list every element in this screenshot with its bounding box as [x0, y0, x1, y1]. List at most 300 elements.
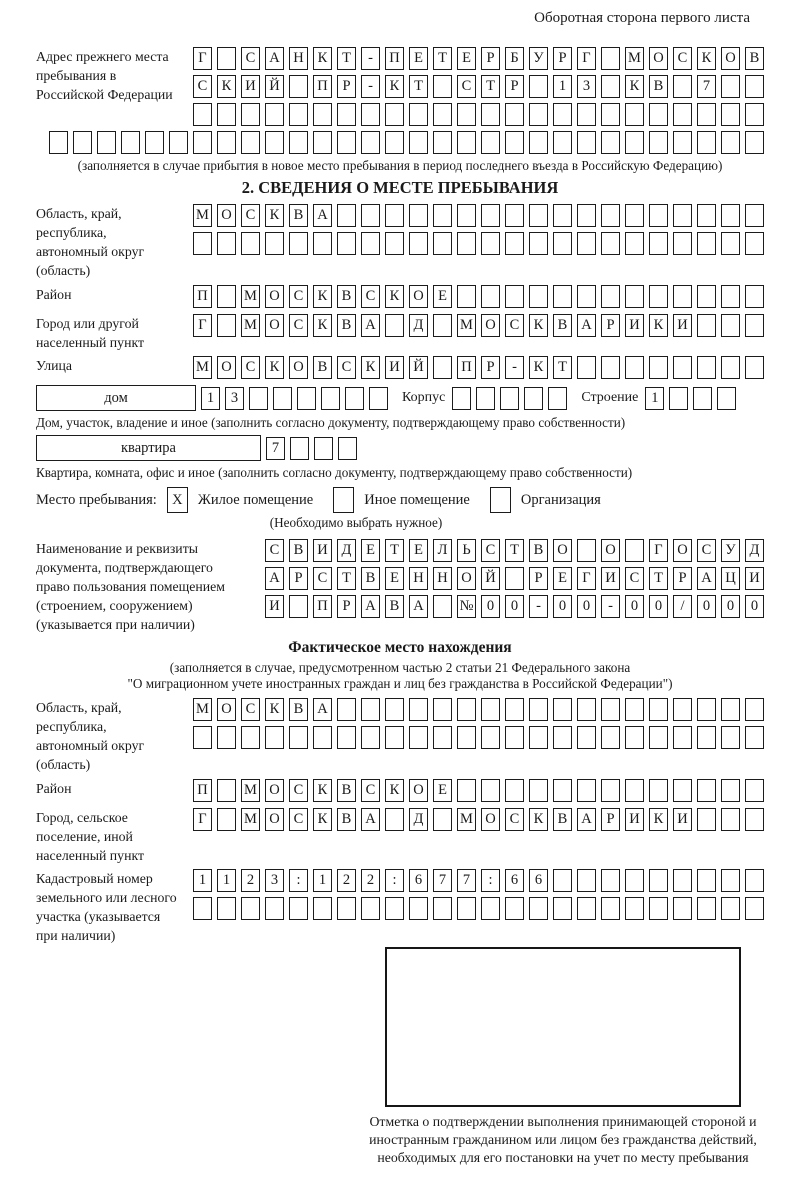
cadastral-row-1[interactable]	[188, 869, 764, 892]
char-cell	[457, 204, 476, 227]
char-cell: К	[313, 808, 332, 831]
apartment-row	[36, 435, 764, 461]
char-cell	[601, 285, 620, 308]
char-cell	[745, 356, 764, 379]
char-cell	[625, 204, 644, 227]
char-cell: О	[217, 698, 236, 721]
street-label: Улица	[36, 358, 72, 373]
char-cell: К	[385, 285, 404, 308]
char-cell: С	[241, 698, 260, 721]
char-cell: И	[601, 567, 620, 590]
char-cell	[721, 869, 740, 892]
city-row[interactable]	[188, 314, 764, 337]
char-cell: Г	[577, 47, 596, 70]
char-cell	[649, 131, 668, 154]
char-cell: С	[361, 285, 380, 308]
char-cell	[337, 103, 356, 126]
char-cell	[385, 232, 404, 255]
document-row-2[interactable]	[260, 567, 764, 590]
char-cell: К	[361, 356, 380, 379]
char-cell	[73, 131, 92, 154]
apartment-number-cells[interactable]	[261, 437, 357, 460]
char-cell	[697, 897, 716, 920]
char-cell	[433, 808, 452, 831]
region-field	[36, 204, 764, 280]
char-cell: Т	[337, 47, 356, 70]
stay-type-option-organization-label: Организация	[520, 491, 601, 508]
char-cell	[505, 897, 524, 920]
char-cell	[673, 779, 692, 802]
char-cell	[433, 232, 452, 255]
district-row[interactable]	[188, 285, 764, 308]
char-cell: А	[361, 314, 380, 337]
char-cell	[553, 285, 572, 308]
char-cell	[601, 779, 620, 802]
char-cell	[481, 779, 500, 802]
actual-region-row-1[interactable]	[188, 698, 764, 721]
char-cell	[385, 897, 404, 920]
char-cell	[337, 131, 356, 154]
char-cell	[529, 131, 548, 154]
street-row[interactable]	[188, 356, 764, 379]
actual-district-label: Район	[36, 781, 72, 796]
char-cell	[721, 103, 740, 126]
document-row-1[interactable]	[260, 539, 764, 562]
char-cell	[697, 808, 716, 831]
char-cell	[553, 103, 572, 126]
char-cell: Е	[553, 567, 572, 590]
char-cell	[337, 897, 356, 920]
char-cell: К	[529, 314, 548, 337]
house-note: Дом, участок, владение и иное (заполнить согласно документу, подтверждающему право собственности)	[36, 415, 626, 430]
char-cell	[625, 131, 644, 154]
char-cell: А	[313, 698, 332, 721]
actual-region-field	[36, 698, 764, 774]
stay-type-label: Место пребывания:	[36, 491, 157, 508]
stay-type-option-residential-label: Жилое помещение	[197, 491, 314, 508]
char-cell	[409, 103, 428, 126]
char-cell	[601, 103, 620, 126]
char-cell: 2	[361, 869, 380, 892]
char-cell: Р	[481, 47, 500, 70]
char-cell: В	[337, 808, 356, 831]
char-cell: С	[505, 314, 524, 337]
char-cell	[745, 75, 764, 98]
char-cell	[481, 897, 500, 920]
char-cell	[217, 131, 236, 154]
char-cell: 0	[721, 595, 740, 618]
char-cell	[289, 726, 308, 749]
char-cell	[693, 387, 712, 410]
char-cell	[529, 204, 548, 227]
char-cell	[745, 808, 764, 831]
city-label: Город или другой населенный пункт	[36, 316, 145, 350]
char-cell: А	[577, 314, 596, 337]
char-cell	[265, 131, 284, 154]
char-cell: М	[193, 356, 212, 379]
char-cell	[433, 356, 452, 379]
char-cell: 0	[745, 595, 764, 618]
char-cell: Д	[409, 808, 428, 831]
char-cell: П	[313, 75, 332, 98]
char-cell	[265, 897, 284, 920]
char-cell	[649, 204, 668, 227]
char-cell	[529, 285, 548, 308]
cadastral-row-2[interactable]	[188, 897, 764, 920]
char-cell	[553, 131, 572, 154]
actual-region-row-2[interactable]	[188, 726, 764, 749]
char-cell: К	[265, 204, 284, 227]
char-cell: А	[361, 808, 380, 831]
char-cell	[193, 232, 212, 255]
house-number-cells[interactable]	[196, 387, 388, 410]
char-cell	[193, 103, 212, 126]
region-label: Область, край, республика, автономный округ (область)	[36, 206, 145, 278]
char-cell	[673, 285, 692, 308]
char-cell	[601, 131, 620, 154]
char-cell: С	[361, 779, 380, 802]
char-cell	[505, 567, 524, 590]
char-cell	[697, 869, 716, 892]
char-cell: У	[721, 539, 740, 562]
char-cell: О	[721, 47, 740, 70]
char-cell	[321, 387, 340, 410]
char-cell: Г	[577, 567, 596, 590]
char-cell: К	[649, 808, 668, 831]
char-cell: О	[217, 356, 236, 379]
char-cell: -	[601, 595, 620, 618]
char-cell: С	[289, 285, 308, 308]
char-cell: М	[241, 285, 260, 308]
char-cell: И	[313, 539, 332, 562]
char-cell	[649, 285, 668, 308]
char-cell: И	[745, 567, 764, 590]
cadastral-label: Кадастровый номер земельного или лесного участка (указывается при наличии)	[36, 871, 177, 943]
char-cell	[457, 897, 476, 920]
char-cell: Т	[553, 356, 572, 379]
char-cell	[673, 726, 692, 749]
stay-type-checkbox-other[interactable]	[333, 487, 354, 513]
char-cell	[385, 726, 404, 749]
char-cell	[577, 232, 596, 255]
char-cell: Н	[433, 567, 452, 590]
char-cell	[577, 539, 596, 562]
stay-type-checkbox-organization[interactable]	[490, 487, 511, 513]
char-cell	[697, 698, 716, 721]
char-cell: -	[361, 75, 380, 98]
char-cell: 1	[201, 387, 220, 410]
char-cell	[433, 314, 452, 337]
char-cell	[529, 779, 548, 802]
char-cell	[273, 387, 292, 410]
prev-address-row-4[interactable]	[36, 131, 764, 154]
char-cell	[625, 869, 644, 892]
char-cell: В	[313, 356, 332, 379]
char-cell: В	[361, 567, 380, 590]
char-cell	[577, 897, 596, 920]
char-cell	[721, 314, 740, 337]
char-cell: Р	[673, 567, 692, 590]
char-cell	[241, 726, 260, 749]
char-cell	[217, 103, 236, 126]
char-cell	[601, 232, 620, 255]
char-cell	[505, 698, 524, 721]
char-cell: 3	[577, 75, 596, 98]
char-cell: /	[673, 595, 692, 618]
char-cell: О	[481, 314, 500, 337]
char-cell	[337, 726, 356, 749]
char-cell	[409, 726, 428, 749]
char-cell	[745, 103, 764, 126]
char-cell: К	[265, 356, 284, 379]
char-cell	[313, 897, 332, 920]
char-cell: Р	[481, 356, 500, 379]
char-cell	[577, 726, 596, 749]
char-cell	[241, 103, 260, 126]
char-cell	[265, 232, 284, 255]
actual-district-row[interactable]	[188, 779, 764, 802]
char-cell	[553, 726, 572, 749]
char-cell	[529, 232, 548, 255]
char-cell	[217, 47, 236, 70]
char-cell: Н	[289, 47, 308, 70]
char-cell: С	[457, 75, 476, 98]
cadastral-field	[36, 869, 764, 945]
char-cell	[457, 103, 476, 126]
actual-region-label: Область, край, республика, автономный округ (область)	[36, 700, 145, 772]
actual-location-note-1: (заполняется в случае, предусмотренном частью 2 статьи 21 Федерального закона	[169, 660, 631, 675]
char-cell: П	[193, 285, 212, 308]
char-cell	[385, 204, 404, 227]
char-cell: К	[313, 285, 332, 308]
char-cell: Г	[649, 539, 668, 562]
char-cell: С	[673, 47, 692, 70]
char-cell: С	[481, 539, 500, 562]
char-cell: 0	[625, 595, 644, 618]
prev-address-note: (заполняется в случае прибытия в новое место пребывания в период последнего въезда в Российскую Федерацию)	[77, 158, 723, 173]
char-cell: О	[265, 808, 284, 831]
char-cell	[745, 779, 764, 802]
char-cell: 1	[645, 387, 664, 410]
char-cell: Е	[409, 47, 428, 70]
char-cell	[697, 779, 716, 802]
char-cell: Р	[505, 75, 524, 98]
char-cell	[553, 779, 572, 802]
char-cell	[505, 103, 524, 126]
char-cell: Г	[193, 314, 212, 337]
char-cell: Р	[601, 808, 620, 831]
char-cell	[169, 131, 188, 154]
char-cell: Р	[601, 314, 620, 337]
char-cell	[369, 387, 388, 410]
char-cell	[337, 698, 356, 721]
char-cell	[409, 131, 428, 154]
char-cell: Р	[337, 75, 356, 98]
prev-address-row-1[interactable]	[188, 47, 764, 70]
char-cell	[313, 726, 332, 749]
char-cell: Й	[265, 75, 284, 98]
char-cell: 0	[649, 595, 668, 618]
char-cell	[721, 698, 740, 721]
char-cell	[577, 698, 596, 721]
char-cell	[721, 808, 740, 831]
char-cell: И	[625, 808, 644, 831]
house-row	[36, 385, 764, 411]
char-cell	[217, 808, 236, 831]
region-row-2[interactable]	[188, 232, 764, 255]
char-cell: Й	[409, 356, 428, 379]
char-cell: С	[625, 567, 644, 590]
char-cell	[361, 204, 380, 227]
char-cell	[721, 897, 740, 920]
char-cell: 6	[409, 869, 428, 892]
char-cell	[457, 726, 476, 749]
char-cell	[745, 897, 764, 920]
char-cell	[601, 75, 620, 98]
char-cell: Р	[529, 567, 548, 590]
prev-address-row-3[interactable]	[188, 103, 764, 126]
char-cell: В	[337, 285, 356, 308]
char-cell: Е	[433, 779, 452, 802]
char-cell	[481, 726, 500, 749]
char-cell: О	[553, 539, 572, 562]
char-cell: 0	[553, 595, 572, 618]
char-cell: К	[313, 314, 332, 337]
char-cell	[649, 103, 668, 126]
char-cell	[577, 103, 596, 126]
char-cell	[505, 204, 524, 227]
char-cell	[385, 698, 404, 721]
char-cell	[601, 698, 620, 721]
char-cell	[673, 75, 692, 98]
stamp-box	[385, 947, 741, 1107]
char-cell: И	[673, 314, 692, 337]
char-cell	[481, 232, 500, 255]
actual-city-label: Город, сельское поселение, иной населенный пункт	[36, 810, 145, 863]
char-cell	[385, 808, 404, 831]
char-cell	[601, 204, 620, 227]
char-cell	[476, 387, 495, 410]
char-cell: В	[337, 779, 356, 802]
char-cell	[649, 232, 668, 255]
char-cell	[673, 232, 692, 255]
char-cell	[625, 103, 644, 126]
char-cell	[361, 698, 380, 721]
char-cell: 0	[697, 595, 716, 618]
char-cell: Т	[385, 539, 404, 562]
char-cell: П	[193, 779, 212, 802]
char-cell	[500, 387, 519, 410]
char-cell: Т	[481, 75, 500, 98]
char-cell	[697, 356, 716, 379]
char-cell	[361, 897, 380, 920]
char-cell: О	[409, 779, 428, 802]
char-cell	[553, 897, 572, 920]
char-cell	[241, 897, 260, 920]
char-cell	[673, 204, 692, 227]
char-cell	[745, 869, 764, 892]
actual-city-row[interactable]	[188, 808, 764, 831]
char-cell	[697, 103, 716, 126]
char-cell	[481, 204, 500, 227]
char-cell	[433, 698, 452, 721]
char-cell	[601, 869, 620, 892]
char-cell: М	[241, 779, 260, 802]
stroenie-label: Строение	[581, 390, 639, 405]
char-cell: В	[337, 314, 356, 337]
char-cell: В	[289, 204, 308, 227]
city-field	[36, 314, 764, 352]
korpus-cells[interactable]	[447, 387, 567, 410]
char-cell: :	[385, 869, 404, 892]
char-cell	[409, 897, 428, 920]
char-cell: К	[649, 314, 668, 337]
stay-type-note: (Необходимо выбрать нужное)	[269, 515, 443, 530]
char-cell: 6	[505, 869, 524, 892]
char-cell: К	[697, 47, 716, 70]
district-field	[36, 285, 764, 308]
char-cell: А	[577, 808, 596, 831]
char-cell	[409, 204, 428, 227]
char-cell	[313, 103, 332, 126]
char-cell: Р	[553, 47, 572, 70]
char-cell: У	[529, 47, 548, 70]
actual-district-field	[36, 779, 764, 802]
stay-type-checkbox-residential[interactable]: X	[167, 487, 188, 513]
char-cell	[409, 232, 428, 255]
char-cell: Т	[337, 567, 356, 590]
char-cell: О	[265, 285, 284, 308]
char-cell	[577, 869, 596, 892]
char-cell	[721, 204, 740, 227]
char-cell	[649, 897, 668, 920]
section2-title: 2. СВЕДЕНИЯ О МЕСТЕ ПРЕБЫВАНИЯ	[241, 178, 559, 197]
char-cell	[625, 726, 644, 749]
char-cell: И	[241, 75, 260, 98]
char-cell: 2	[241, 869, 260, 892]
stay-type-row	[36, 487, 764, 513]
char-cell: К	[313, 779, 332, 802]
prev-address-row-2[interactable]	[188, 75, 764, 98]
char-cell	[49, 131, 68, 154]
document-label: Наименование и реквизиты документа, подтверждающего право пользования помещением (строением, сооружением) (указывается при наличии)	[36, 541, 225, 632]
char-cell	[313, 131, 332, 154]
stroenie-cells[interactable]	[640, 387, 736, 410]
char-cell: И	[625, 314, 644, 337]
char-cell	[697, 726, 716, 749]
char-cell: М	[457, 808, 476, 831]
char-cell	[345, 387, 364, 410]
char-cell: В	[289, 539, 308, 562]
char-cell: 1	[217, 869, 236, 892]
char-cell	[524, 387, 543, 410]
document-row-3[interactable]	[260, 595, 764, 618]
region-row-1[interactable]	[188, 204, 764, 227]
actual-city-field	[36, 808, 764, 865]
char-cell: К	[313, 47, 332, 70]
char-cell: К	[529, 356, 548, 379]
char-cell: С	[241, 204, 260, 227]
char-cell	[745, 726, 764, 749]
char-cell	[457, 698, 476, 721]
char-cell	[745, 232, 764, 255]
char-cell: О	[481, 808, 500, 831]
char-cell: В	[649, 75, 668, 98]
char-cell: В	[553, 314, 572, 337]
char-cell	[145, 131, 164, 154]
char-cell: Е	[385, 567, 404, 590]
char-cell	[721, 285, 740, 308]
